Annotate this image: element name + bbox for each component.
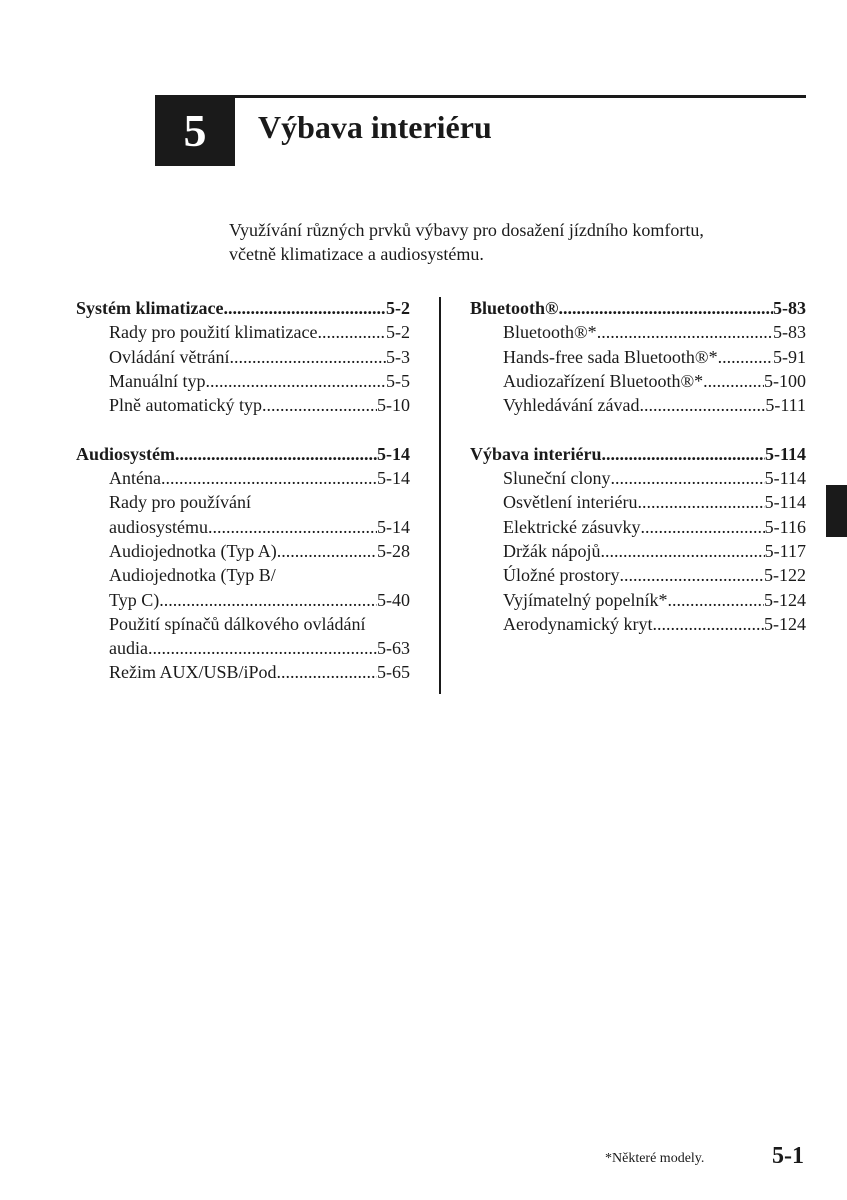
- toc-entry[interactable]: audia ..... 5-63: [76, 636, 410, 660]
- toc-entry[interactable]: Anténa ..... 5-14: [76, 466, 410, 490]
- toc-entry[interactable]: Audiozařízení Bluetooth®* ..... 5-100: [470, 369, 806, 393]
- toc-heading-bluetooth[interactable]: Bluetooth® ..... 5-83: [470, 296, 806, 320]
- toc-entry[interactable]: Rady pro použití klimatizace ..... 5-2: [76, 320, 410, 344]
- toc-entry[interactable]: Ovládání větrání ..... 5-3: [76, 345, 410, 369]
- toc-entry[interactable]: Aerodynamický kryt ..... 5-124: [470, 612, 806, 636]
- chapter-title: Výbava interiéru: [258, 109, 492, 145]
- toc-entry[interactable]: Vyhledávání závad ..... 5-111: [470, 393, 806, 417]
- toc-entry[interactable]: Plně automatický typ ..... 5-10: [76, 393, 410, 417]
- toc-entry[interactable]: Hands-free sada Bluetooth®* ..... 5-91: [470, 345, 806, 369]
- intro-line: Využívání různých prvků výbavy pro dosažení jízdního komfortu,: [229, 220, 704, 240]
- toc-entry[interactable]: Audiojednotka (Typ A) ..... 5-28: [76, 539, 410, 563]
- chapter-intro: [229, 218, 789, 266]
- toc-entry-first-line[interactable]: Audiojednotka (Typ B/: [109, 565, 276, 586]
- intro-line: včetně klimatizace a audiosystému.: [229, 244, 484, 264]
- column-divider: [439, 297, 441, 694]
- page-number: 5-1: [772, 1143, 804, 1169]
- toc-entry[interactable]: Vyjímatelný popelník* ..... 5-124: [470, 588, 806, 612]
- toc-section-interior: [470, 442, 806, 636]
- toc-heading-interior[interactable]: Výbava interiéru ..... 5-114: [470, 442, 806, 466]
- toc-heading-audio[interactable]: Audiosystém ..... 5-14: [76, 442, 410, 466]
- toc-entry[interactable]: Typ C) ..... 5-40: [76, 588, 410, 612]
- toc-entry[interactable]: Osvětlení interiéru ..... 5-114: [470, 490, 806, 514]
- toc-section-bluetooth: [470, 296, 806, 417]
- chapter-top-rule: [155, 95, 806, 98]
- toc-entry[interactable]: Sluneční clony ..... 5-114: [470, 466, 806, 490]
- toc-entry[interactable]: Elektrické zásuvky ..... 5-116: [470, 515, 806, 539]
- chapter-number-box: [155, 95, 235, 166]
- toc-entry[interactable]: Bluetooth®* ..... 5-83: [470, 320, 806, 344]
- toc-entry-first-line[interactable]: Použití spínačů dálkového ovládání: [109, 613, 366, 634]
- chapter-number: 5: [183, 105, 207, 156]
- toc-left-column: [76, 296, 410, 685]
- toc-entry[interactable]: Manuální typ ..... 5-5: [76, 369, 410, 393]
- toc-right-column: [470, 296, 806, 636]
- toc-heading-climate[interactable]: Systém klimatizace ..... 5-2: [76, 296, 410, 320]
- toc-entry-first-line[interactable]: Rady pro používání: [109, 492, 251, 513]
- chapter-thumb-tab: [826, 485, 847, 537]
- toc-section-climate: [76, 296, 410, 417]
- toc-entry[interactable]: Držák nápojů ..... 5-117: [470, 539, 806, 563]
- toc-section-audio: [76, 442, 410, 685]
- toc-entry[interactable]: Úložné prostory ..... 5-122: [470, 563, 806, 587]
- footnote: *Některé modely.: [605, 1151, 705, 1166]
- toc-entry[interactable]: Režim AUX/USB/iPod ..... 5-65: [76, 660, 410, 684]
- toc-entry[interactable]: audiosystému ..... 5-14: [76, 515, 410, 539]
